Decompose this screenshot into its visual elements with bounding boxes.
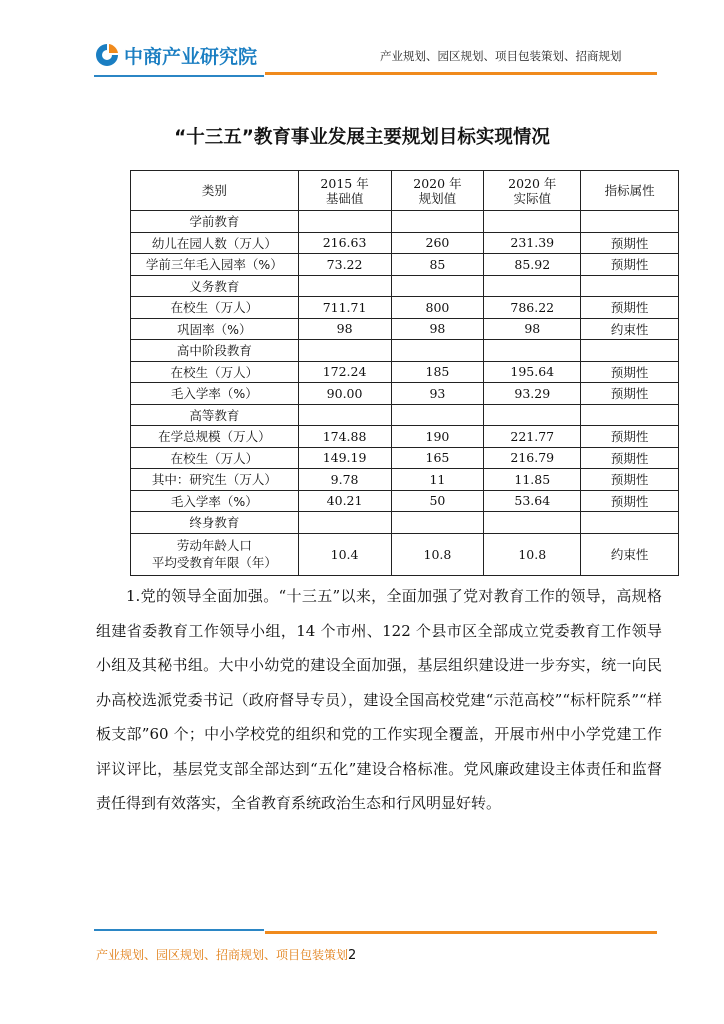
table-row bbox=[131, 361, 679, 383]
row-label: 学前三年毛入园率（%） bbox=[131, 254, 299, 276]
section-row bbox=[131, 512, 679, 534]
row-actual: 216.79 bbox=[484, 447, 581, 469]
row-actual: 10.8 bbox=[484, 533, 581, 575]
row-base: 9.78 bbox=[298, 469, 391, 491]
row-label: 毛入学率（%） bbox=[131, 490, 299, 512]
section-name: 终身教育 bbox=[131, 512, 299, 534]
row-attribute: 预期性 bbox=[581, 232, 679, 254]
header-plan-label: 规划值 bbox=[418, 190, 457, 206]
row-plan: 190 bbox=[391, 426, 484, 448]
section-name: 学前教育 bbox=[131, 211, 299, 233]
row-plan: 165 bbox=[391, 447, 484, 469]
row-base: 149.19 bbox=[298, 447, 391, 469]
header-tagline: 产业规划、园区规划、项目包装策划、招商规划 bbox=[380, 49, 622, 63]
row-plan: 50 bbox=[391, 490, 484, 512]
table-row bbox=[131, 383, 679, 405]
header-actual-year: 2020 年 bbox=[508, 175, 557, 191]
table-row bbox=[131, 232, 679, 254]
body-paragraph: 1.党的领导全面加强。“十三五”以来，全面加强了党对教育工作的领导，高规格组建省委教育工作领导小组，14 个市州、122 个县市区全部成立党委教育工作领导小组及其秘书组。大中小幼党的建设全面加强，基层组织建设进一步夯实，统一向民办高校选派党委书记（政府督导专员），建设全国高校党建“示范高校”“标杆院系”“样板支部”60 个；中小学校党的组织和党的工作实现全覆盖，开展市州中小学党建工作评议评比，基层党支部全部达到“五化”建设合格标准。党风廉政建设主体责任和监督责任得到有效落实，全省教育系统政治生态和行风明显好转。 bbox=[96, 587, 662, 812]
section-row bbox=[131, 275, 679, 297]
row-label bbox=[131, 533, 299, 575]
row-actual: 11.85 bbox=[484, 469, 581, 491]
row-base: 711.71 bbox=[298, 297, 391, 319]
header-divider-blue bbox=[94, 75, 264, 77]
row-label: 幼儿在园人数（万人） bbox=[131, 232, 299, 254]
brand-logo bbox=[94, 41, 257, 69]
row-actual: 85.92 bbox=[484, 254, 581, 276]
row-plan: 85 bbox=[391, 254, 484, 276]
brand-logo-icon bbox=[94, 42, 120, 68]
section-name: 高等教育 bbox=[131, 404, 299, 426]
table-row bbox=[131, 490, 679, 512]
row-plan: 11 bbox=[391, 469, 484, 491]
row-base: 10.4 bbox=[298, 533, 391, 575]
row-plan: 260 bbox=[391, 232, 484, 254]
page-number: 2 bbox=[348, 948, 357, 963]
row-base: 90.00 bbox=[298, 383, 391, 405]
row-label: 在校生（万人） bbox=[131, 297, 299, 319]
header-base-label: 基础值 bbox=[325, 190, 364, 206]
footer-divider-blue bbox=[94, 929, 264, 931]
table-row bbox=[131, 426, 679, 448]
row-actual: 93.29 bbox=[484, 383, 581, 405]
row-label-line2: 平均受教育年限（年） bbox=[151, 555, 277, 570]
row-attribute: 预期性 bbox=[581, 490, 679, 512]
row-base: 40.21 bbox=[298, 490, 391, 512]
row-label: 巩固率（%） bbox=[131, 318, 299, 340]
row-actual: 231.39 bbox=[484, 232, 581, 254]
row-base: 98 bbox=[298, 318, 391, 340]
header-plan-year: 2020 年 bbox=[413, 175, 462, 191]
row-base: 73.22 bbox=[298, 254, 391, 276]
footer-divider-orange bbox=[265, 931, 657, 934]
row-base: 172.24 bbox=[298, 361, 391, 383]
row-actual: 98 bbox=[484, 318, 581, 340]
section-row bbox=[131, 340, 679, 362]
row-label: 在校生（万人） bbox=[131, 361, 299, 383]
row-base: 174.88 bbox=[298, 426, 391, 448]
table-row bbox=[131, 447, 679, 469]
row-label-line1: 劳动年龄人口 bbox=[176, 538, 252, 553]
header-actual bbox=[484, 171, 581, 211]
table-row bbox=[131, 469, 679, 491]
page-title: “十三五”教育事业发展主要规划目标实现情况 bbox=[174, 127, 550, 148]
row-label: 在校生（万人） bbox=[131, 447, 299, 469]
row-attribute: 约束性 bbox=[581, 318, 679, 340]
row-plan: 185 bbox=[391, 361, 484, 383]
row-plan: 800 bbox=[391, 297, 484, 319]
header-divider-orange bbox=[265, 72, 657, 75]
row-actual: 221.77 bbox=[484, 426, 581, 448]
section-row bbox=[131, 211, 679, 233]
section-row bbox=[131, 404, 679, 426]
row-actual: 786.22 bbox=[484, 297, 581, 319]
row-attribute: 预期性 bbox=[581, 426, 679, 448]
header-base bbox=[298, 171, 391, 211]
header-plan bbox=[391, 171, 484, 211]
row-actual: 195.64 bbox=[484, 361, 581, 383]
footer-tagline: 产业规划、园区规划、招商规划、项目包装策划 bbox=[96, 948, 349, 962]
table-row bbox=[131, 254, 679, 276]
header-category: 类别 bbox=[131, 171, 299, 211]
table-row bbox=[131, 318, 679, 340]
row-label: 毛入学率（%） bbox=[131, 383, 299, 405]
row-attribute: 预期性 bbox=[581, 469, 679, 491]
brand-logo-text: 中商产业研究院 bbox=[124, 45, 258, 68]
row-base: 216.63 bbox=[298, 232, 391, 254]
table-row bbox=[131, 297, 679, 319]
table-header-row bbox=[131, 171, 679, 211]
header-base-year: 2015 年 bbox=[320, 175, 369, 191]
row-attribute: 预期性 bbox=[581, 447, 679, 469]
row-attribute: 预期性 bbox=[581, 297, 679, 319]
page-header bbox=[0, 0, 724, 82]
table-row bbox=[131, 533, 679, 575]
row-actual: 53.64 bbox=[484, 490, 581, 512]
row-plan: 10.8 bbox=[391, 533, 484, 575]
row-plan: 98 bbox=[391, 318, 484, 340]
row-attribute: 预期性 bbox=[581, 383, 679, 405]
row-plan: 93 bbox=[391, 383, 484, 405]
header-attribute: 指标属性 bbox=[581, 171, 679, 211]
section-name: 高中阶段教育 bbox=[131, 340, 299, 362]
education-goals-table bbox=[130, 170, 679, 576]
row-label: 在学总规模（万人） bbox=[131, 426, 299, 448]
row-attribute: 约束性 bbox=[581, 533, 679, 575]
row-label: 其中：研究生（万人） bbox=[131, 469, 299, 491]
row-attribute: 预期性 bbox=[581, 254, 679, 276]
header-actual-label: 实际值 bbox=[513, 190, 552, 206]
section-name: 义务教育 bbox=[131, 275, 299, 297]
row-attribute: 预期性 bbox=[581, 361, 679, 383]
page-footer bbox=[96, 946, 356, 963]
